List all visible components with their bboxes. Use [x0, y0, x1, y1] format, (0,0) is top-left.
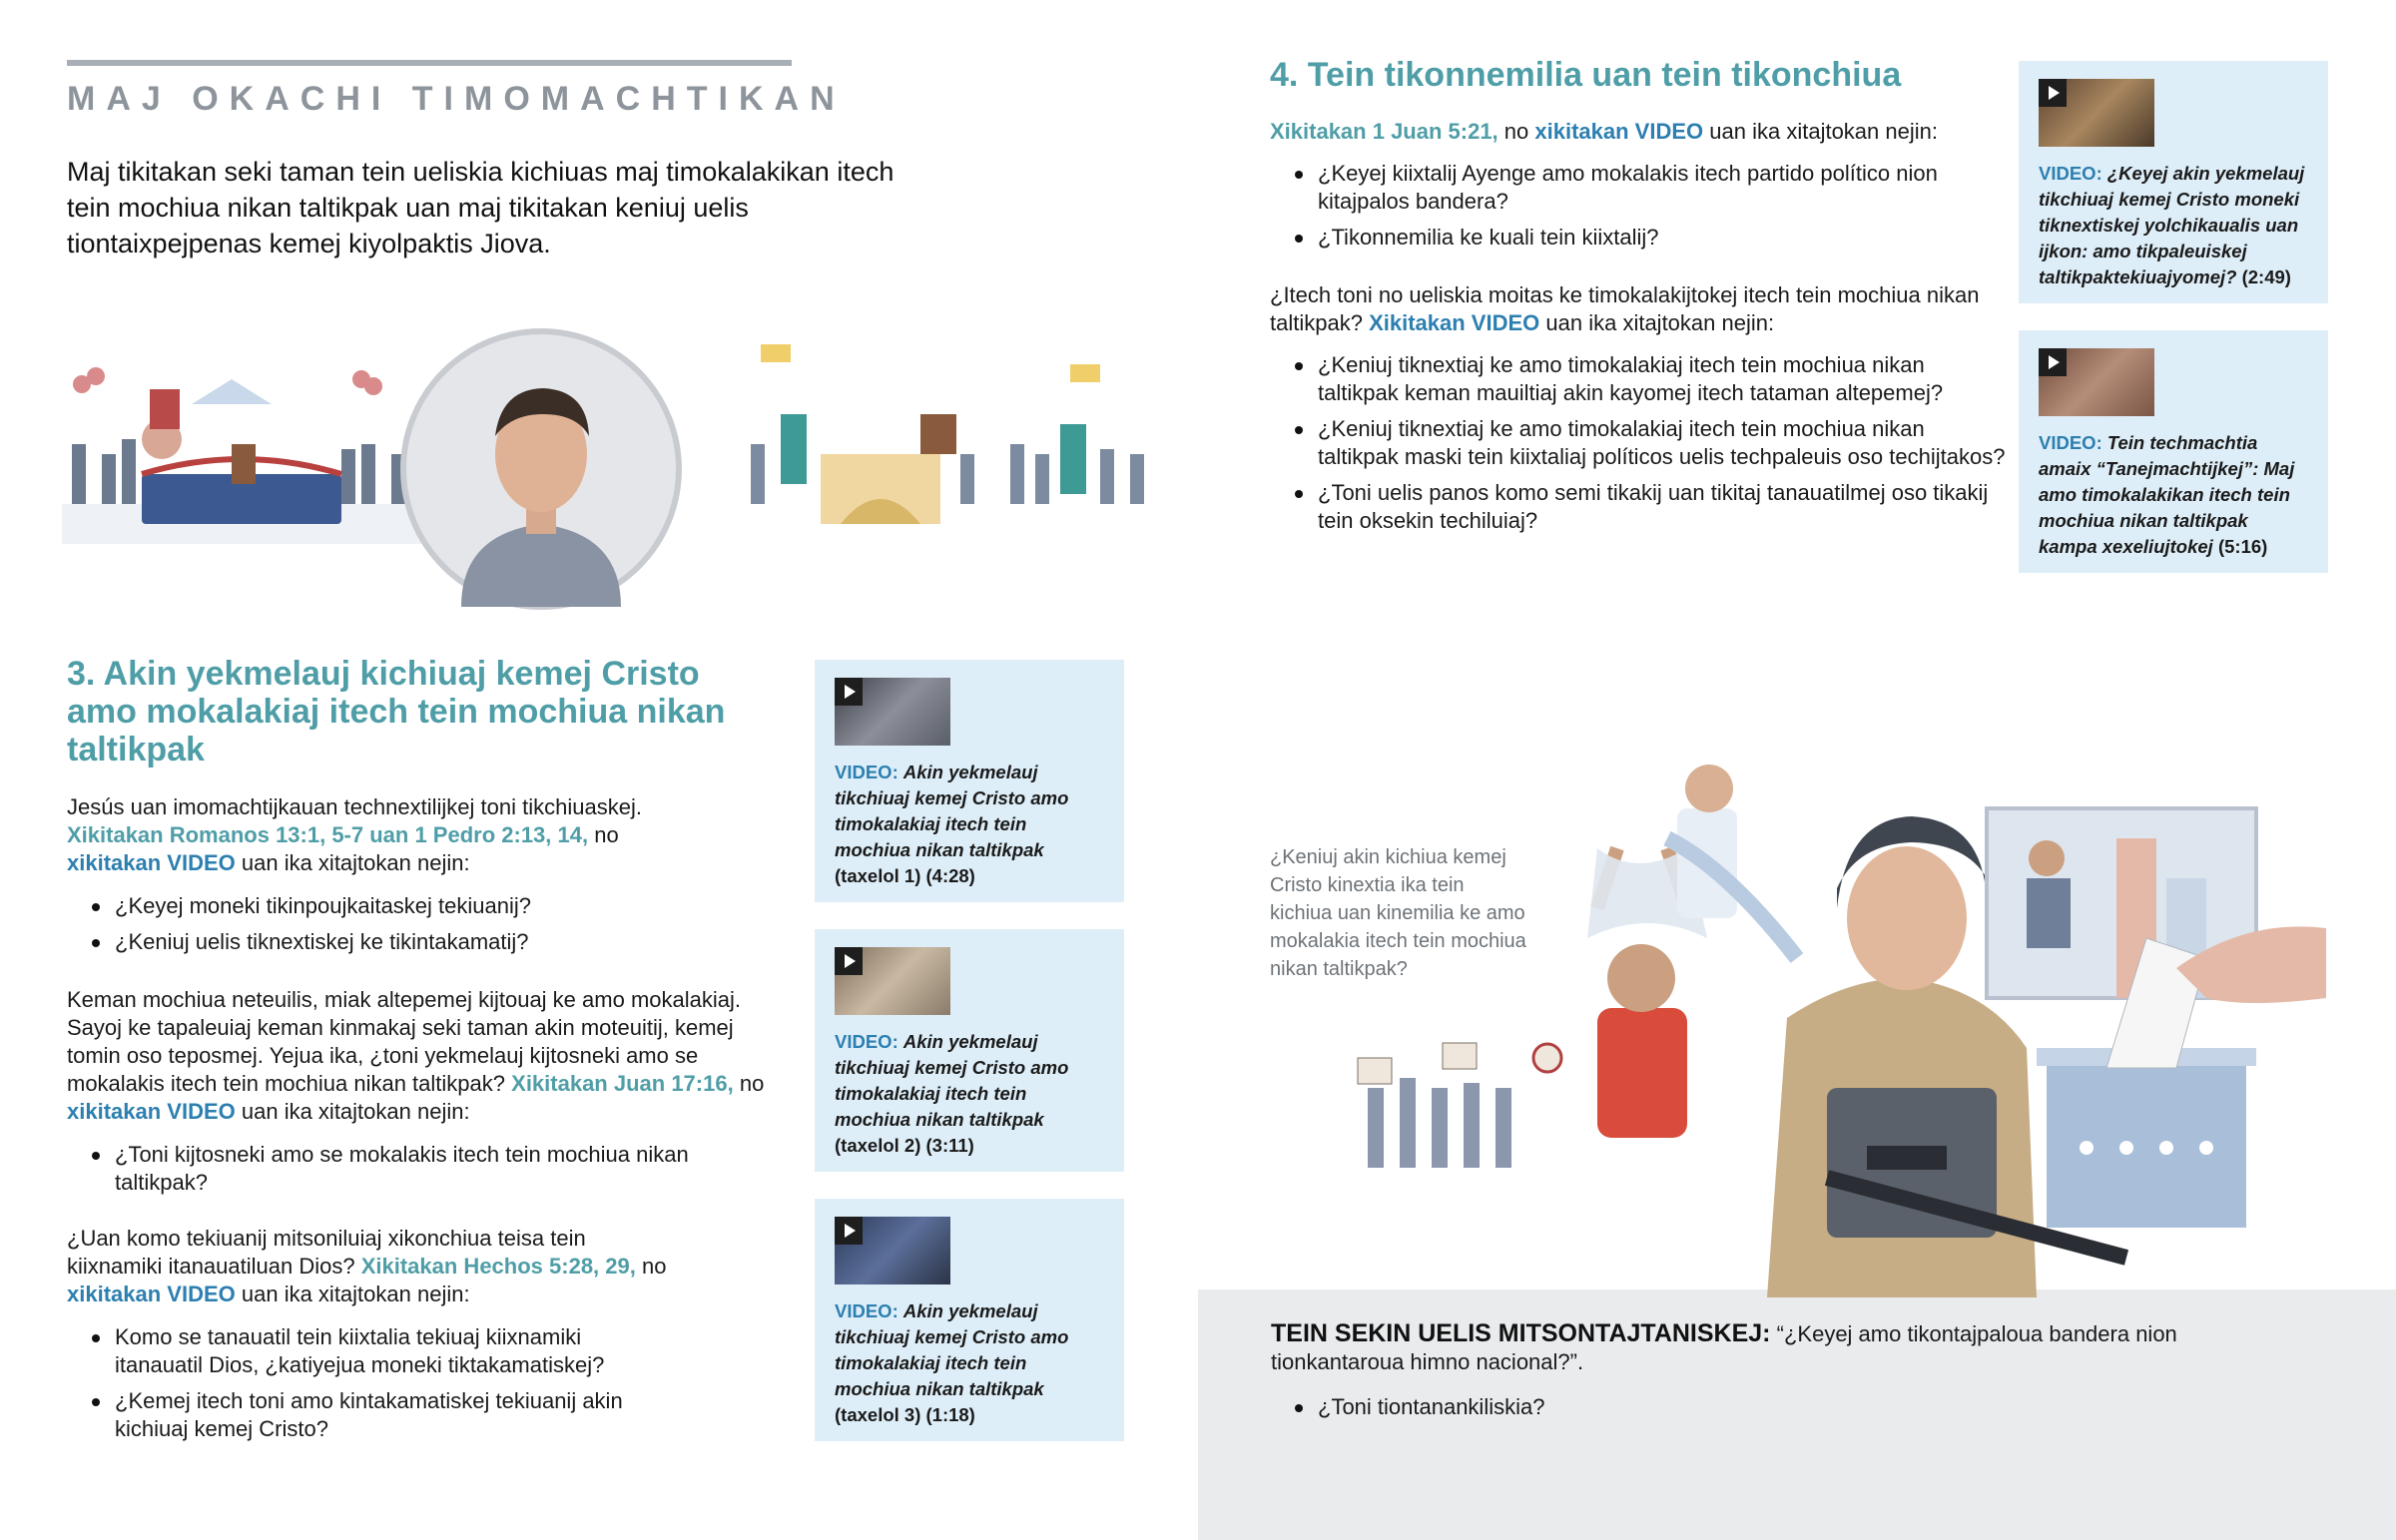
paragraph-1-text: Jesús uan imomachtijkauan technextilijkej toni tikchiuaskej. [67, 794, 642, 819]
discussion-bullets [1270, 1393, 1969, 1429]
paragraph-2-text: ¿Itech toni no ueliskia moitas ke timokalakijtokej itech tein mochiua nikan taltikpak? [1270, 282, 1980, 335]
video-thumbnail[interactable] [2039, 348, 2154, 416]
video-thumbnail[interactable] [835, 678, 950, 746]
video-card-teachers[interactable] [2019, 330, 2328, 573]
question-item: ¿Keyej moneki tikinpoujkaitaskej tekiuanij? [67, 892, 766, 920]
instruction-text: uan ika xitajtokan nejin: [241, 1099, 470, 1124]
connector-text: no [594, 822, 619, 847]
video-duration: (taxelol 3) (1:18) [835, 1404, 975, 1425]
intro-paragraph: Maj tikitakan seki taman tein ueliskia kichiuas maj timokalakikan itech tein mochiua nikan taltikpak uan maj tikitakan keniuj uelis tiontaixpejpenas kemej kiyolpaktis Jiova. [67, 157, 895, 258]
video-title: Akin yekmelauj tikchiuaj kemej Cristo amo timokalakiaj itech tein mochiua nikan taltikpak [835, 1031, 1069, 1130]
left-rally-image [62, 367, 441, 544]
section-3-paragraph-3 [67, 1225, 686, 1308]
instruction-text: uan ika xitajtokan nejin: [241, 1282, 470, 1306]
question-item: ¿Toni kijtosneki amo se mokalakis itech tein mochiua nikan taltikpak? [67, 1141, 746, 1197]
section-3-questions-1 [67, 892, 766, 964]
discussion-quote: “¿Keyej amo tikontajpaloua bandera nion tionkantaroua himno nacional?”. [1271, 1321, 2177, 1374]
video-title: ¿Keyej akin yekmelauj tikchiuaj kemej Cristo moneki tiknextiskej yolchikaualis uan ijkon: amo tikpaleuiskej taltikpaktekiuajyomej? [2039, 163, 2305, 287]
section-3-paragraph-2 [67, 986, 766, 1126]
video-label: VIDEO: [2039, 163, 2102, 184]
video-thumbnail[interactable] [2039, 79, 2154, 147]
video-title: Akin yekmelauj tikchiuaj kemej Cristo amo timokalakiaj itech tein mochiua nikan taltikpak [835, 1300, 1069, 1399]
section-4-paragraph-1 [1270, 118, 1989, 146]
play-icon[interactable] [835, 678, 863, 706]
video-label: VIDEO: [2039, 432, 2102, 453]
video-card-part-2[interactable] [815, 929, 1124, 1172]
scripture-reference-link[interactable]: Xikitakan Hechos 5:28, 29, [360, 1254, 636, 1279]
scripture-reference-link[interactable]: Xikitakan Juan 17:16, [511, 1071, 734, 1096]
video-card-courage[interactable] [2019, 61, 2328, 303]
section-kicker: MAJ OKACHI TIMOMACHTIKAN [67, 80, 846, 118]
section-3-questions-3 [67, 1323, 666, 1451]
question-item: ¿Toni uelis panos komo semi tikakij uan tikitaj tanauatilmej oso tikakij tein oksekin techiluiaj? [1270, 479, 2009, 535]
video-link[interactable]: Xikitakan VIDEO [1369, 310, 1540, 335]
section-4-paragraph-2 [1270, 281, 1989, 337]
video-label: VIDEO: [835, 1031, 898, 1052]
section-3-questions-2 [67, 1141, 746, 1205]
question-item: ¿Keyej kiixtalij Ayenge amo mokalakis itech partido político nion kitajpalos bandera? [1270, 160, 1959, 216]
illustration-caption: ¿Keniuj akin kichiua kemej Cristo kinextia ika tein kichiua uan kinemilia ke amo mokalakia itech tein mochiua nikan taltikpak? [1270, 846, 1526, 980]
video-link[interactable]: xikitakan VIDEO [67, 850, 236, 875]
video-link[interactable]: xikitakan VIDEO [67, 1282, 236, 1306]
discussion-question [1271, 1319, 2209, 1376]
question-item: ¿Tikonnemilia ke kuali tein kiixtalij? [1270, 224, 1959, 252]
question-item: ¿Toni tiontanankiliskia? [1270, 1393, 1969, 1421]
protesters-image [1358, 1043, 1561, 1168]
connector-text: no [739, 1071, 765, 1096]
scripture-reference-link[interactable]: Xikitakan 1 Juan 5:21, [1270, 119, 1498, 144]
section-3-paragraph-1 [67, 793, 766, 877]
instruction-text: uan ika xitajtokan nejin: [1545, 310, 1775, 335]
video-thumbnail[interactable] [835, 1217, 950, 1284]
video-duration: (2:49) [2241, 266, 2291, 287]
play-icon[interactable] [835, 1217, 863, 1245]
paragraph-2-text: Keman mochiua neteuilis, miak altepemej kijtouaj ke amo mokalakiaj. Sayoj ke tapaleuiaj keman kinmakaj seki taman akin moteuitij, kemej tomin oso teposmej. Yejua ika, ¿toni yekmelauj kijtosneki amo se mokalakis itech tein mochiua nikan taltikpak? [67, 987, 741, 1096]
rally-illustration [62, 324, 1160, 614]
neutrality-illustration [1348, 759, 2326, 1297]
play-icon[interactable] [2039, 79, 2067, 107]
play-icon[interactable] [835, 947, 863, 975]
question-item: ¿Keniuj tiknextiaj ke amo timokalakiaj itech tein mochiua nikan taltikpak maski tein kiixtaliaj políticos uelis techpaleuis oso techijtakos? [1270, 415, 2009, 471]
connector-text: no [641, 1254, 667, 1279]
video-title: Tein techmachtia amaix “Tanejmachtijkej”: Maj amo timokalakikan itech tein mochiua nikan taltikpak kampa xexeliujtokej [2039, 432, 2295, 557]
instruction-text: uan ika xitajtokan nejin: [1709, 119, 1938, 144]
question-item: ¿Keniuj uelis tiknextiskej ke tikintakamatij? [67, 928, 766, 956]
instruction-text: uan ika xitajtokan nejin: [241, 850, 470, 875]
paragraph-3-text: ¿Uan komo tekiuanij mitsoniluiaj xikonchiua teisa tein kiixnamiki itanauatiluan Dios? [67, 1226, 586, 1279]
discussion-label: TEIN SEKIN UELIS MITSONTAJTANISKEJ: [1271, 1319, 1771, 1347]
play-icon[interactable] [2039, 348, 2067, 376]
man-portrait-image [403, 331, 679, 607]
right-rally-image [751, 344, 1144, 524]
video-link[interactable]: xikitakan VIDEO [67, 1099, 236, 1124]
video-label: VIDEO: [835, 1300, 898, 1321]
top-rule [67, 60, 792, 66]
section-4-heading: 4. Tein tikonnemilia uan tein tikonchiua [1270, 56, 1902, 94]
video-thumbnail[interactable] [835, 947, 950, 1015]
video-duration: (taxelol 2) (3:11) [835, 1135, 974, 1156]
section-4-questions-2 [1270, 351, 2009, 543]
section-4-questions-1 [1270, 160, 1959, 259]
video-label: VIDEO: [835, 762, 898, 782]
video-link[interactable]: xikitakan VIDEO [1534, 119, 1704, 144]
video-card-part-3[interactable] [815, 1199, 1124, 1441]
question-item: Komo se tanauatil tein kiixtalia tekiuaj kiixnamiki itanauatil Dios, ¿katiyejua moneki tiktakamatiskej? [67, 1323, 666, 1379]
scripture-reference-link[interactable]: Xikitakan Romanos 13:1, 5-7 uan 1 Pedro 2:13, 14, [67, 822, 589, 847]
video-duration: (5:16) [2217, 536, 2268, 557]
video-card-part-1[interactable] [815, 660, 1124, 902]
connector-text: no [1503, 119, 1529, 144]
section-3-heading: 3. Akin yekmelauj kichiuaj kemej Cristo amo mokalakiaj itech tein mochiua nikan taltikpak [67, 655, 726, 769]
question-item: ¿Kemej itech toni amo kintakamatiskej tekiuanij akin kichiuaj kemej Cristo? [67, 1387, 666, 1443]
video-title: Akin yekmelauj tikchiuaj kemej Cristo amo timokalakiaj itech tein mochiua nikan taltikpak [835, 762, 1069, 860]
question-item: ¿Keniuj tiknextiaj ke amo timokalakiaj itech tein mochiua nikan taltikpak keman mauiltiaj akin kayomej itech tataman altepemej? [1270, 351, 2009, 407]
video-duration: (taxelol 1) (4:28) [835, 865, 975, 886]
